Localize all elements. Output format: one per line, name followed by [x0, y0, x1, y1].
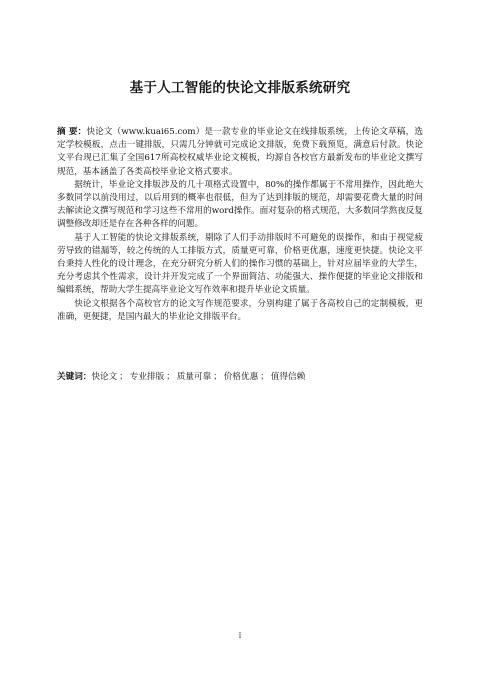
keyword-separator: ； — [166, 372, 175, 382]
keyword-item: 值得信赖 — [270, 372, 306, 382]
keyword-item: 快论文 — [91, 372, 118, 382]
abstract-section — [57, 126, 423, 324]
keywords-label: 关键词： — [57, 372, 92, 382]
abstract-paragraph-1 — [57, 126, 423, 179]
keyword-separator: ； — [119, 372, 128, 382]
page-number: I — [238, 632, 242, 640]
abstract-paragraph-3: 基于人工智能的快论文排版系统，剔除了人们手动排版时不可避免的误操作，和由于视觉疲劳导致的错漏等，较之传统的人工排版方式，质量更可靠，价格更优惠，速度更快捷。快论文平台秉持人性化的设计理念，在充分研究分析人们的操作习惯的基础上，针对应届毕业的大学生，充分考虑其个性需求，设计并开发完成了一个界面简洁、功能强大、操作便捷的毕业论文排版和编辑系统，帮助大学生提高毕业论文写作效率和提升毕业论文质量。 — [57, 232, 423, 296]
document-title: 基于人工智能的快论文排版系统研究 — [129, 80, 351, 96]
keyword-item: 质量可靠 — [176, 372, 212, 382]
abstract-text-1: 快论文（www.kuai65.com）是一款专业的毕业论文在线排版系统，上传论文草稿，选定学校模板，点击一键排版，只需几分钟就可完成论文排版，免费下载预览，满意后付款。快论文平台现已汇集了全国617所高校权威毕业论文模板，均源自各校官方最新发布的毕业论文撰写规范，基本涵盖了各类高校毕业论文格式要求。 — [57, 127, 423, 177]
keyword-separator: ； — [260, 372, 269, 382]
keywords-line — [57, 371, 423, 384]
keyword-separator: ； — [213, 372, 222, 382]
abstract-paragraph-2: 据统计，毕业论文排版涉及的几十项格式设置中，80%的操作都属于不常用操作，因此绝大多数同学以前没用过，以后用到的概率也很低，但为了达到排版的规范，却需要花费大量的时间去解读论文撰写规范和学习这些不常用的word操作。面对复杂的格式规范，大多数同学熬夜反复调整修改却还是存在各种各样的问题。 — [57, 179, 423, 230]
keyword-item: 专业排版 — [129, 372, 165, 382]
abstract-label: 摘 要： — [57, 127, 87, 137]
keyword-item: 价格优惠 — [223, 372, 259, 382]
abstract-paragraph-4: 快论文根据各个高校官方的论文写作规范要求，分别构建了属于各高校自己的定制模板，更准确，更便捷，是国内最大的毕业论文排版平台。 — [57, 298, 423, 322]
